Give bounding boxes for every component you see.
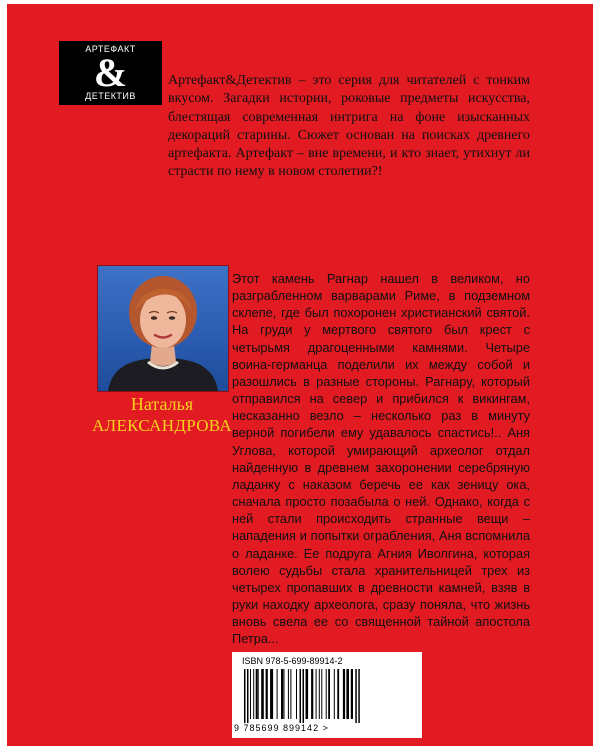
logo-ampersand: & bbox=[93, 50, 128, 95]
author-first-name: Наталья bbox=[130, 394, 194, 414]
logo-bottom-text: ДЕТЕКТИВ bbox=[85, 91, 136, 101]
barcode-digits: 9 785699 899142 > bbox=[234, 723, 329, 733]
series-logo bbox=[59, 41, 162, 105]
isbn-barcode bbox=[232, 652, 422, 738]
logo-top-text: АРТЕФАКТ bbox=[85, 44, 136, 54]
author-last-name: АЛЕКСАНДРОВА bbox=[92, 416, 232, 435]
series-description: Артефакт&Детектив – это серия для читателей с тонким вкусом. Загадки истории, роковые предметы искусства, блестящая современная интрига на фоне изысканных декораций старины. Сюжет основан на поисках древнего артефакта. Артефакт – вне времени, и кто знает, утихнут ли страсти по нему в новом столетии?! bbox=[168, 73, 530, 180]
barcode-bars bbox=[242, 669, 412, 723]
author-photo bbox=[97, 265, 229, 392]
author-portrait-icon bbox=[98, 266, 228, 391]
book-annotation: Этот камень Рагнар нашел в великом, но разграбленном варварами Риме, в подземном склепе, где был похоронен христианский святой. На груди у мертвого святого был крест с четырьмя драгоценными камнями. Четыре воина-германца поделили их между собой и разошлись в разные стороны. Рагнару, который отправился на север и прибился к викингам, несказанно везло – несколько раз в минуту верной погибели ему удавалось спастись!.. Аня Углова, которой умирающий археолог отдал найденную в древнем захоронении серебряную ладанку с наказом беречь ее как зеницу ока, сначала просто позабыла о ней. Однако, когда с ней стали происходить странные вещи – нападения и попытки ограбления, Аня вспомнила о ладанке. Ее подруга Агния Иволгина, которая волею судьбы стала хранительницей трех из четырех пропавших в древности камней, взяв в руки находку археолога, сразу поняла, что жизнь вновь свела ее со священной тайной апостола Петра... bbox=[232, 271, 530, 647]
isbn-number: ISBN 978-5-699-89914-2 bbox=[242, 656, 343, 666]
